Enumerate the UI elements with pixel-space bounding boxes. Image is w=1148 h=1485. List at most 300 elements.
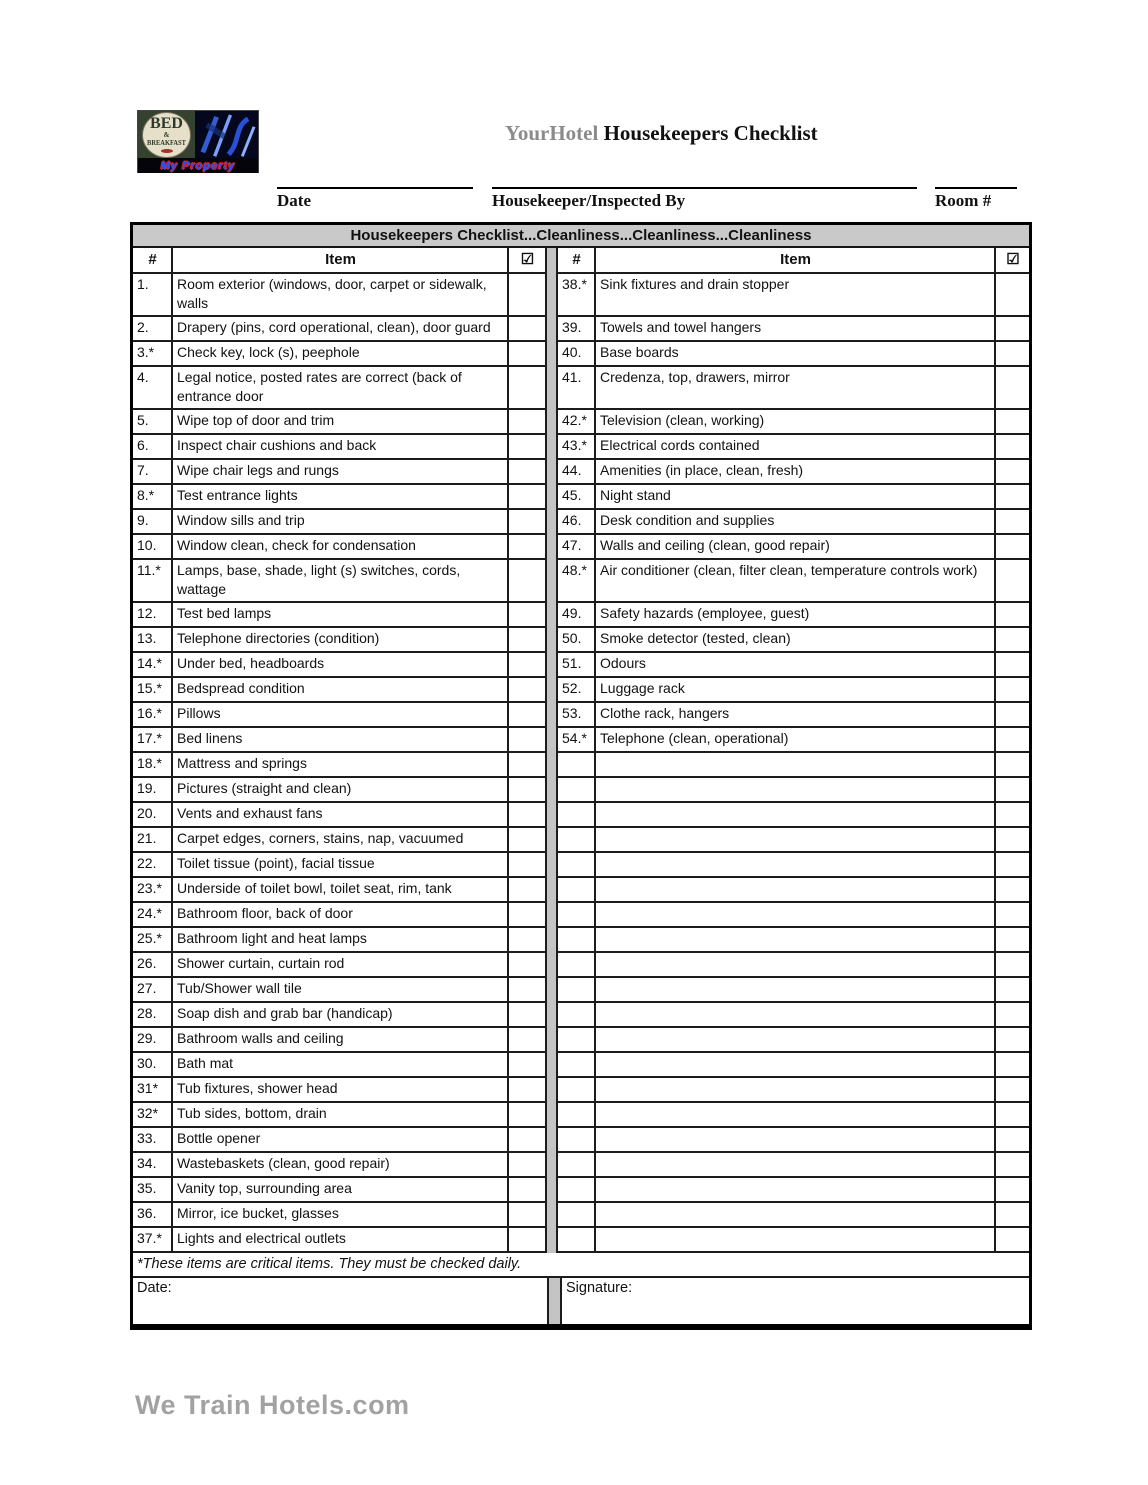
row-item: Luggage rack [596, 678, 996, 703]
row-number [558, 978, 596, 1003]
table-row [133, 317, 1029, 342]
row-item: Window sills and trip [173, 510, 509, 535]
row-item [596, 1003, 996, 1028]
header-item-left: Item [173, 248, 509, 274]
row-number: 27. [133, 978, 173, 1003]
date-field-label: Date [277, 191, 311, 210]
column-gap [547, 828, 558, 853]
row-number: 54.* [558, 728, 596, 753]
row-number: 8.* [133, 485, 173, 510]
row-item [596, 1103, 996, 1128]
row-number: 14.* [133, 653, 173, 678]
row-checkbox-cell[interactable] [509, 953, 547, 978]
row-checkbox-cell[interactable] [509, 1028, 547, 1053]
row-number [558, 1178, 596, 1203]
column-gap [547, 928, 558, 953]
row-number: 30. [133, 1053, 173, 1078]
row-number: 17.* [133, 728, 173, 753]
logo-ampersand: & [163, 131, 170, 140]
row-checkbox-cell[interactable] [996, 274, 1029, 317]
column-gap [547, 728, 558, 753]
row-checkbox-cell[interactable] [996, 978, 1029, 1003]
row-checkbox-cell[interactable] [509, 367, 547, 410]
row-number: 32* [133, 1103, 173, 1128]
we-train-hotels-watermark: We Train Hotels.com [135, 1390, 410, 1420]
row-checkbox-cell[interactable] [509, 803, 547, 828]
row-checkbox-cell[interactable] [996, 953, 1029, 978]
row-checkbox-cell[interactable] [509, 603, 547, 628]
row-item: Walls and ceiling (clean, good repair) [596, 535, 996, 560]
row-item: Toilet tissue (point), facial tissue [173, 853, 509, 878]
row-number: 23.* [133, 878, 173, 903]
row-checkbox-cell[interactable] [996, 703, 1029, 728]
column-gap [547, 510, 558, 535]
column-gap [547, 460, 558, 485]
row-item: Odours [596, 653, 996, 678]
column-gap [547, 903, 558, 928]
row-checkbox-cell[interactable] [509, 878, 547, 903]
row-checkbox-cell[interactable] [996, 367, 1029, 410]
table-row [133, 274, 1029, 317]
row-item: Inspect chair cushions and back [173, 435, 509, 460]
row-item: Smoke detector (tested, clean) [596, 628, 996, 653]
table-row [133, 1053, 1029, 1078]
table-row [133, 1128, 1029, 1153]
row-checkbox-cell[interactable] [996, 878, 1029, 903]
row-number [558, 778, 596, 803]
row-number: 2. [133, 317, 173, 342]
row-number: 37.* [133, 1228, 173, 1253]
row-checkbox-cell[interactable] [509, 342, 547, 367]
row-number [558, 853, 596, 878]
room-number-field-label: Room # [935, 191, 992, 210]
row-item: Clothe rack, hangers [596, 703, 996, 728]
row-item: Telephone directories (condition) [173, 628, 509, 653]
logo-red-ornament [161, 149, 173, 153]
row-checkbox-cell[interactable] [509, 535, 547, 560]
row-number: 46. [558, 510, 596, 535]
row-checkbox-cell[interactable] [996, 342, 1029, 367]
signature-cell[interactable]: Signature: [566, 1280, 633, 1297]
column-gap [547, 485, 558, 510]
logo-image [138, 111, 258, 158]
row-number: 4. [133, 367, 173, 410]
column-gap [547, 1078, 558, 1103]
row-item: Lamps, base, shade, light (s) switches, cords, wattage [173, 560, 509, 603]
date-signoff-cell[interactable]: Date: [133, 1278, 549, 1324]
row-checkbox-cell[interactable] [996, 603, 1029, 628]
row-number: 36. [133, 1203, 173, 1228]
row-number: 33. [133, 1128, 173, 1153]
row-checkbox-cell[interactable] [996, 803, 1029, 828]
column-gap [547, 628, 558, 653]
row-number [558, 828, 596, 853]
row-checkbox-cell[interactable] [509, 460, 547, 485]
table-row [133, 410, 1029, 435]
row-item: Towels and towel hangers [596, 317, 996, 342]
row-checkbox-cell[interactable] [996, 678, 1029, 703]
row-item: Safety hazards (employee, guest) [596, 603, 996, 628]
column-gap [547, 367, 558, 410]
row-checkbox-cell[interactable] [509, 1203, 547, 1228]
row-item: Night stand [596, 485, 996, 510]
title-rest: Housekeepers Checklist [598, 121, 818, 145]
table-row [133, 485, 1029, 510]
row-item [596, 1078, 996, 1103]
row-checkbox-cell[interactable] [509, 853, 547, 878]
table-row [133, 903, 1029, 928]
row-number [558, 1203, 596, 1228]
table-row [133, 953, 1029, 978]
row-number: 53. [558, 703, 596, 728]
table-body [133, 274, 1029, 1252]
row-number: 24.* [133, 903, 173, 928]
row-checkbox-cell[interactable] [509, 678, 547, 703]
row-number: 35. [133, 1178, 173, 1203]
my-property-text: My Property [160, 160, 236, 173]
logo-breakfast-text: BREAKFAST [147, 139, 186, 148]
table-row [133, 1103, 1029, 1128]
row-item: Air conditioner (clean, filter clean, temperature controls work) [596, 560, 996, 603]
table-row [133, 1028, 1029, 1053]
row-number: 28. [133, 1003, 173, 1028]
table-row [133, 342, 1029, 367]
row-item [596, 853, 996, 878]
table-row [133, 878, 1029, 903]
column-gap [547, 753, 558, 778]
room-number-fill-line[interactable] [935, 187, 1017, 189]
row-checkbox-cell[interactable] [996, 435, 1029, 460]
row-number: 34. [133, 1153, 173, 1178]
row-number [558, 928, 596, 953]
row-checkbox-cell[interactable] [996, 728, 1029, 753]
row-checkbox-cell[interactable] [509, 1228, 547, 1253]
logo-caption [138, 158, 258, 173]
row-number: 6. [133, 435, 173, 460]
row-checkbox-cell[interactable] [509, 1053, 547, 1078]
row-number: 48.* [558, 560, 596, 603]
row-checkbox-cell[interactable] [996, 460, 1029, 485]
column-gap [547, 703, 558, 728]
row-item: Tub fixtures, shower head [173, 1078, 509, 1103]
hotel-logo [137, 110, 259, 173]
row-checkbox-cell[interactable] [509, 978, 547, 1003]
row-item: Vents and exhaust fans [173, 803, 509, 828]
row-number: 1. [133, 274, 173, 317]
row-checkbox-cell[interactable] [509, 828, 547, 853]
row-item: Telephone (clean, operational) [596, 728, 996, 753]
row-checkbox-cell[interactable] [996, 535, 1029, 560]
row-number: 51. [558, 653, 596, 678]
table-row [133, 628, 1029, 653]
row-number [558, 1128, 596, 1153]
row-number: 16.* [133, 703, 173, 728]
row-checkbox-cell[interactable] [509, 1103, 547, 1128]
row-checkbox-cell[interactable] [509, 410, 547, 435]
checked-checkbox-icon: ☑ [509, 248, 547, 274]
table-row [133, 803, 1029, 828]
row-number: 13. [133, 628, 173, 653]
row-number: 26. [133, 953, 173, 978]
row-checkbox-cell[interactable] [509, 1153, 547, 1178]
row-number: 50. [558, 628, 596, 653]
row-number: 10. [133, 535, 173, 560]
column-gap [547, 1053, 558, 1078]
row-item [596, 1178, 996, 1203]
row-item: Base boards [596, 342, 996, 367]
bed-breakfast-sign [138, 111, 195, 158]
row-checkbox-cell[interactable] [996, 510, 1029, 535]
row-item: Pictures (straight and clean) [173, 778, 509, 803]
row-item [596, 1153, 996, 1178]
row-checkbox-cell[interactable] [996, 753, 1029, 778]
row-item: Mirror, ice bucket, glasses [173, 1203, 509, 1228]
row-number: 29. [133, 1028, 173, 1053]
row-number: 39. [558, 317, 596, 342]
row-checkbox-cell[interactable] [996, 1203, 1029, 1228]
row-number: 5. [133, 410, 173, 435]
row-checkbox-cell[interactable] [509, 485, 547, 510]
neon-artwork [195, 111, 258, 158]
table-row [133, 1078, 1029, 1103]
row-checkbox-cell[interactable] [996, 1178, 1029, 1203]
row-number: 31* [133, 1078, 173, 1103]
row-number: 52. [558, 678, 596, 703]
row-item: Amenities (in place, clean, fresh) [596, 460, 996, 485]
row-item [596, 828, 996, 853]
row-checkbox-cell[interactable] [996, 560, 1029, 603]
row-checkbox-cell[interactable] [996, 778, 1029, 803]
row-item: Credenza, top, drawers, mirror [596, 367, 996, 410]
table-banner: Housekeepers Checklist...Cleanliness...Cleanliness...Cleanliness [133, 225, 1029, 248]
row-item [596, 1028, 996, 1053]
column-gap [547, 317, 558, 342]
row-checkbox-cell[interactable] [996, 1128, 1029, 1153]
row-number: 21. [133, 828, 173, 853]
row-item: Room exterior (windows, door, carpet or sidewalk, walls [173, 274, 509, 317]
column-gap [547, 435, 558, 460]
row-item: Test entrance lights [173, 485, 509, 510]
column-gap [547, 803, 558, 828]
row-number [558, 1053, 596, 1078]
row-checkbox-cell[interactable] [509, 510, 547, 535]
column-gap [547, 1103, 558, 1128]
row-checkbox-cell[interactable] [996, 653, 1029, 678]
row-checkbox-cell[interactable] [509, 753, 547, 778]
column-gap [547, 342, 558, 367]
row-checkbox-cell[interactable] [509, 778, 547, 803]
row-checkbox-cell[interactable] [996, 828, 1029, 853]
table-row [133, 367, 1029, 410]
row-item [596, 1053, 996, 1078]
table-row [133, 928, 1029, 953]
table-row [133, 1228, 1029, 1253]
row-checkbox-cell[interactable] [996, 1103, 1029, 1128]
column-gap [547, 1178, 558, 1203]
table-header-row [133, 248, 1029, 274]
row-checkbox-cell[interactable] [996, 903, 1029, 928]
row-item: Check key, lock (s), peephole [173, 342, 509, 367]
row-item: Bath mat [173, 1053, 509, 1078]
column-gap [547, 978, 558, 1003]
row-checkbox-cell[interactable] [509, 653, 547, 678]
table-row [133, 460, 1029, 485]
row-checkbox-cell[interactable] [509, 628, 547, 653]
row-number [558, 1153, 596, 1178]
row-item: Bed linens [173, 728, 509, 753]
table-row [133, 1003, 1029, 1028]
row-number: 3.* [133, 342, 173, 367]
table-row [133, 828, 1029, 853]
row-checkbox-cell[interactable] [996, 1153, 1029, 1178]
row-checkbox-cell[interactable] [996, 1228, 1029, 1253]
header-item-right: Item [596, 248, 996, 274]
column-gap [547, 603, 558, 628]
row-item: Soap dish and grab bar (handicap) [173, 1003, 509, 1028]
row-checkbox-cell[interactable] [509, 274, 547, 317]
column-gap [547, 653, 558, 678]
row-checkbox-cell[interactable] [509, 903, 547, 928]
row-checkbox-cell[interactable] [509, 1178, 547, 1203]
column-gap [547, 1028, 558, 1053]
row-item [596, 878, 996, 903]
row-item: Under bed, headboards [173, 653, 509, 678]
row-checkbox-cell[interactable] [509, 560, 547, 603]
row-item [596, 1228, 996, 1253]
row-item: Window clean, check for condensation [173, 535, 509, 560]
row-item: Electrical cords contained [596, 435, 996, 460]
row-number: 49. [558, 603, 596, 628]
column-gap [547, 560, 558, 603]
row-item: Bathroom light and heat lamps [173, 928, 509, 953]
row-checkbox-cell[interactable] [509, 703, 547, 728]
row-item: Wipe chair legs and rungs [173, 460, 509, 485]
row-item: Test bed lamps [173, 603, 509, 628]
date-fill-line[interactable] [277, 187, 473, 189]
row-item: Bedspread condition [173, 678, 509, 703]
row-number [558, 1103, 596, 1128]
row-number [558, 1028, 596, 1053]
row-checkbox-cell[interactable] [996, 928, 1029, 953]
row-item [596, 1203, 996, 1228]
row-number [558, 1228, 596, 1253]
table-row [133, 535, 1029, 560]
row-number: 11.* [133, 560, 173, 603]
row-checkbox-cell[interactable] [996, 410, 1029, 435]
table-row [133, 703, 1029, 728]
row-number [558, 878, 596, 903]
row-number [558, 953, 596, 978]
table-row [133, 753, 1029, 778]
row-item [596, 753, 996, 778]
row-item: Bottle opener [173, 1128, 509, 1153]
row-number: 15.* [133, 678, 173, 703]
column-gap [547, 535, 558, 560]
row-item: Sink fixtures and drain stopper [596, 274, 996, 317]
row-checkbox-cell[interactable] [509, 1078, 547, 1103]
critical-items-footnote: *These items are critical items. They must be checked daily. [133, 1253, 1029, 1279]
row-item [596, 928, 996, 953]
row-item [596, 953, 996, 978]
row-number [558, 1003, 596, 1028]
row-number: 41. [558, 367, 596, 410]
row-number: 20. [133, 803, 173, 828]
table-row [133, 978, 1029, 1003]
row-checkbox-cell[interactable] [509, 728, 547, 753]
row-checkbox-cell[interactable] [996, 1053, 1029, 1078]
row-item: Tub/Shower wall tile [173, 978, 509, 1003]
row-item: Television (clean, working) [596, 410, 996, 435]
row-number: 19. [133, 778, 173, 803]
row-number: 18.* [133, 753, 173, 778]
row-checkbox-cell[interactable] [509, 1003, 547, 1028]
row-checkbox-cell[interactable] [509, 928, 547, 953]
row-item: Carpet edges, corners, stains, nap, vacuumed [173, 828, 509, 853]
row-item: Bathroom floor, back of door [173, 903, 509, 928]
row-item: Lights and electrical outlets [173, 1228, 509, 1253]
housekeeper-field-label: Housekeeper/Inspected By [492, 191, 686, 210]
row-checkbox-cell[interactable] [996, 853, 1029, 878]
column-gap [547, 953, 558, 978]
row-checkbox-cell[interactable] [996, 1003, 1029, 1028]
row-checkbox-cell[interactable] [996, 628, 1029, 653]
row-checkbox-cell[interactable] [996, 317, 1029, 342]
row-item: Mattress and springs [173, 753, 509, 778]
table-row [133, 1178, 1029, 1203]
table-row [133, 653, 1029, 678]
row-checkbox-cell[interactable] [509, 435, 547, 460]
row-item: Shower curtain, curtain rod [173, 953, 509, 978]
housekeeper-fill-line[interactable] [492, 187, 917, 189]
table-row [133, 603, 1029, 628]
checklist-table [130, 222, 1032, 1330]
column-gap [547, 410, 558, 435]
bed-breakfast-circle [142, 112, 191, 158]
row-number: 47. [558, 535, 596, 560]
row-number: 22. [133, 853, 173, 878]
row-item [596, 978, 996, 1003]
row-checkbox-cell[interactable] [996, 485, 1029, 510]
row-checkbox-cell[interactable] [509, 1128, 547, 1153]
row-item [596, 1128, 996, 1153]
row-item: Drapery (pins, cord operational, clean), door guard [173, 317, 509, 342]
row-item: Desk condition and supplies [596, 510, 996, 535]
table-row [133, 435, 1029, 460]
row-item: Wastebaskets (clean, good repair) [173, 1153, 509, 1178]
table-row [133, 510, 1029, 535]
row-checkbox-cell[interactable] [996, 1028, 1029, 1053]
page-title [505, 121, 818, 146]
table-row [133, 560, 1029, 603]
row-number: 25.* [133, 928, 173, 953]
neon-shapes-icon [195, 111, 258, 158]
header-number-left: # [133, 248, 173, 274]
row-number: 12. [133, 603, 173, 628]
logo-bed-text: BED [150, 115, 183, 133]
row-item: Legal notice, posted rates are correct (back of entrance door [173, 367, 509, 410]
table-row [133, 728, 1029, 753]
column-gap [547, 274, 558, 317]
header-number-right: # [558, 248, 596, 274]
row-checkbox-cell[interactable] [996, 1078, 1029, 1103]
column-gap [547, 1003, 558, 1028]
column-gap [547, 878, 558, 903]
row-checkbox-cell[interactable] [509, 317, 547, 342]
row-item: Wipe top of door and trim [173, 410, 509, 435]
row-item: Tub sides, bottom, drain [173, 1103, 509, 1128]
row-item [596, 803, 996, 828]
table-row [133, 1153, 1029, 1178]
